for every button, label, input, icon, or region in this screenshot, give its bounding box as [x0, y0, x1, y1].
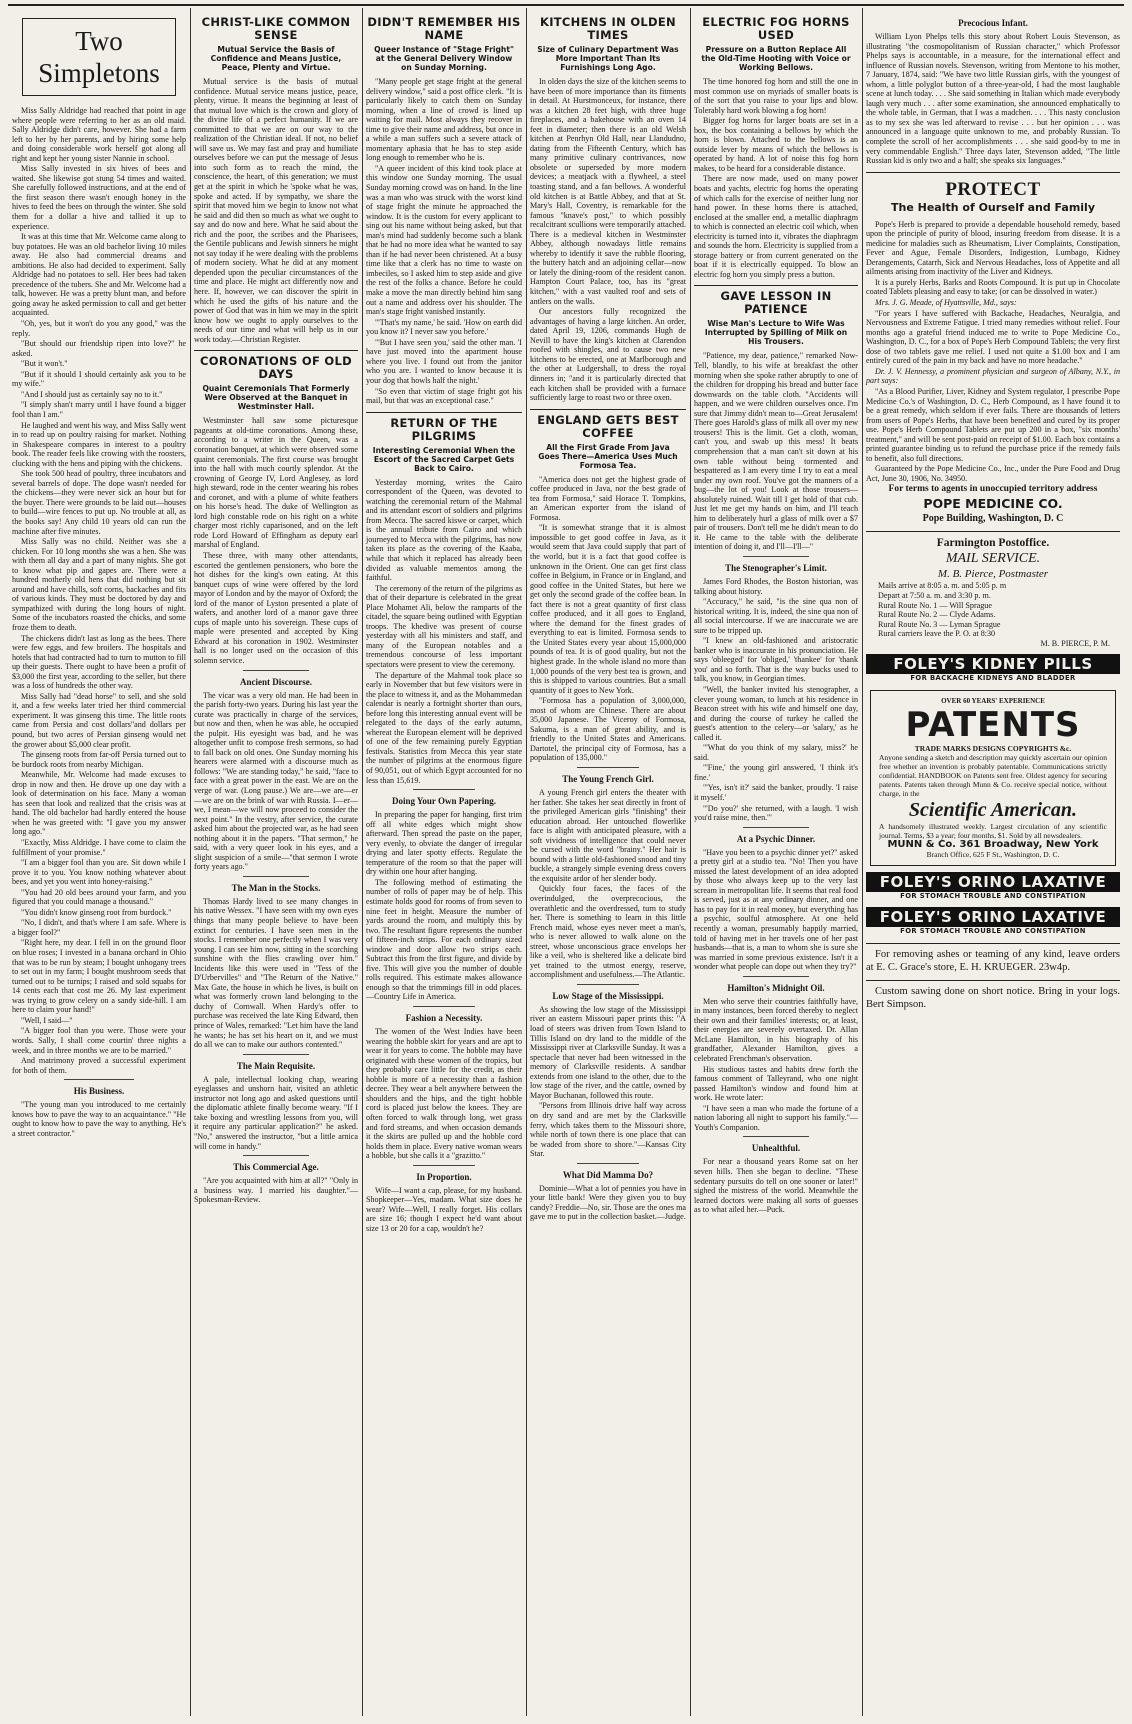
- divider: [743, 827, 809, 828]
- paragraph: Pope's Herb is prepared to provide a dependable household remedy, based upon the principle of purity of blood, insuring freedom from disease. It is a medicine for maladies such as Rheumatism, Liver Complaints, Constipation, Fever and Ague, Female Disorders, Indigestion, Lumbago, Kidney Derangements, Catarrh, Sick and Nervous Headaches, loss of Appetite and all ailments arising from inactivity of the Liver and Kidneys.: [866, 219, 1120, 277]
- paragraph: "But if it should I should certainly ask you to be my wife.": [12, 369, 186, 389]
- foley-kidney-ad: FOLEY'S KIDNEY PILLS: [866, 654, 1120, 674]
- article-heading: The Man in the Stocks.: [231, 882, 321, 893]
- story-title: Two Simpletons: [38, 26, 160, 88]
- article-heading: In Proportion.: [416, 1171, 472, 1182]
- divider: [194, 350, 358, 351]
- postmaster: M. B. Pierce, Postmaster: [937, 568, 1049, 581]
- agents-note: For terms to agents in unoccupied territory address: [888, 484, 1098, 495]
- postoffice-title: Farmington Postoffice.: [936, 537, 1050, 550]
- article-subhead: Interesting Ceremonial When the Escort of the Sacred Carpet Gets Back to Cairo.: [372, 445, 516, 473]
- article-heading: The Young French Girl.: [562, 774, 654, 784]
- munn-address: MUNN & Co. 361 Broadway, New York: [887, 839, 1099, 851]
- paragraph: "'That's my name,' he said. 'How on earth did you know it? I never saw you before.': [366, 317, 522, 337]
- mail-line: Depart at 7:50 a. m. and 3:30 p. m.: [878, 590, 991, 600]
- testimonial: "For years I have suffered with Backache, Headaches, Neuralgia, and Nervousness and Extreme Fatigue. I tried many remedies without relief. Four months ago a grateful friend induced me to write to Pope Medicine Co., Washington, D. C., for a box of Pope's Herb Compound Tablets; the very first dose of two tablets gave me relief. I used not quite a $1.00 box and I am entirely cured of the pain in my back and have no more headache.": [866, 308, 1120, 366]
- paragraph: "I knew an old-fashioned and aristocratic banker who is inaccurate in his pronunciation. He says 'obleeged' for 'obliged,' 'thankee' for 'thank you' and so forth. That is the way bucks used to talk, you know, in Georgian times.: [694, 636, 858, 684]
- divider: [243, 670, 309, 671]
- divider: [743, 976, 809, 977]
- paragraph: In preparing the paper for hanging, first trim off all white edges which might show afterward. Then spread the paste on the paper, very evenly, to obviate the danger of irregular drying and later spotty effects. Regulate the temperature of the room so that the paper will dry within one hour after hanging.: [366, 810, 522, 877]
- article-heading: Fashion a Necessity.: [405, 1013, 483, 1024]
- patents-ad: [870, 690, 1116, 866]
- top-rule: [8, 4, 1124, 6]
- paragraph: These three, with many other attendants, escorted the gentlemen pensioners, who bore the hot dishes for the king's own eating. At this banquet cups of wine were offered by the lord mayor of London and by the mayor of Oxford; the lord of the manor of Lyston presented a plate of wafers, and another lord of a manor gave three cups of maple unto his sovereign. These cups of maple were presented and accepted by King Edward at his coronation in 1902. Westminster hall is no longer used on the occasion of this solemn service.: [194, 550, 358, 665]
- paragraph: "No, I didn't, and that's where I am safe. Where is a bigger fool?": [12, 918, 186, 937]
- paragraph: Bigger fog horns for larger boats are set in a box, the box containing a bellows by which the horn is blown. Attached to the bellows is an outside lever by means of which the bellows is operated by hand. A lot of noise this fog horn makes, to be heard for a considerable distance.: [694, 116, 858, 173]
- paragraph: In olden days the size of the kitchen seems to have been of more importance than its fitments in detail. At Hurstmonceux, for instance, there was a kitchen 28 feet high, with three huge fireplaces, and a bakehouse with an oven 14 feet in diameter; then there is an old Welsh kitchen at Penrhyn Old Hall, near Llandudno, dating from the Fifteenth Century, which has many primitive culinary contrivances, now obsolete or superseded by more modern devices; a meatjack with a flywheel, a steel toasting stand, and a fan bellows. A wonderful old kitchen is at Battle Abbey, and that at St. Mary's Hall, Coventry, is remarkable for the famous "knave's post," to which possibly recalcitrant scullions were temporarily attached. There is a medieval kitchen in Westminster Abbey, although nowadays little remains whereby to identify it save the rubble flooring, the buttery hatch and an adjoining cellar—now or lately the dining-room of the resident canon. Hampton Court Palace, too, has its "great kitchen," with a vast vaulted roof and sets of antlers on the walls.: [530, 77, 686, 306]
- paragraph: "Accuracy," he said, "is the sine qua non of historical writing. It is, indeed, the sine qua non of all social intercourse. If we are inaccurate we are sure to be tripped up.: [694, 597, 858, 635]
- mail-service-heading: MAIL SERVICE.: [945, 551, 1041, 567]
- article-heading: His Business.: [73, 1086, 125, 1097]
- column-3: [362, 12, 526, 1716]
- divider: [866, 172, 1120, 173]
- divider: [743, 1136, 809, 1137]
- ad-headline: PROTECT: [945, 178, 1041, 200]
- patents-headline: PATENTS: [905, 705, 1081, 746]
- article-heading: Precocious Infant.: [958, 18, 1028, 28]
- paragraph: As showing the low stage of the Mississippi river an eastern Missouri paper prints this: "A load of steers was driven from Town Island to Tillis Island on dry land to the middle of the Mississippi river at Clarksville Sunday. It was a spectacle that never had been witnessed in the memory of Clarksville residents. A sandbar extends from one island to the other, due to the low stage of the river, and the cattle, owned by Mayor Buchanan, followed this route.: [530, 1004, 686, 1100]
- ad-subhead: The Health of Ourself and Family: [891, 200, 1095, 214]
- paragraph: William Lyon Phelps tells this story about Robert Louis Stevenson, as illustrating "the cosmopolitanism of Russian character," which Professor Phelps says is accountable, in a measure, for the international effect and influence of Russian novels. Stevenson, writing from Mentone to his mother, 7 January, 1874, said: "We have two little Russian girls, with the youngest of whom, a little polyglot button of a three-year-old, I had the most laughable scene at lunch today. . . . She said something in Italian which made everybody laugh very much . . . after some examination, she announced emphatically to the whole table, in German, that I was a madchen. . . . This nasty conclusion as to my sex she was led afterward to revise . . . but her opinion . . . was announced in a language quite unknown to me, and probably Russian. To complete the scroll of her accomplishments . . . she said good-by to me in very commendable English." Three days later, Stevenson added, "The little Russian kid is only two and a half; she speaks six languages.": [866, 32, 1120, 166]
- mail-line: Rural Route No. 2 — Clyde Adams.: [878, 610, 996, 620]
- paragraph: Wife—I want a cap, please, for my husband. Shopkeeper—Yes, madam. What size does he wear? Wife—Well, I really forget. His collars are size 16; though I expect he'd want about size 13 or 20 for a cap, wouldn't he?: [366, 1185, 522, 1233]
- paragraph: "'Yes, isn't it?' said the banker, proudly. 'I raise it myself.': [694, 783, 858, 802]
- paragraph: "Patience, my dear, patience," remarked Now-Tell, blandly, to his wife at breakfast the other morning when she spoke rather abruptly to one of the children for dropping his bread and butter face downwards on the table cloth. "Accidents will happen, and we were children ourselves once. I'm sure that Jimmy didn't mean to—Great Jerusalem! There goes Harold's glass of milk all over my new trousers! This is the limit. Get a cloth, woman, can't you, and swab up this mess! It beats comprehension that a man can't sit down at his own table without being tormented and bespattered as I am every time I try to eat a meal under my own roof. You've got the manners of a bug—the lot of you! Look at those trousers—absolutely ruined. Wait till I get hold of that cub. Just let me get my hands on him, and I'll teach him to deliberately hurl a glass of milk over a $7 pair of trousers. Don't tell me he didn't mean to do it. He came to the table with the deliberate intention of doing it, and I'll—I'll—": [694, 351, 858, 552]
- paragraph: Westminster hall saw some picturesque pageants at old-time coronations. Among these, according to a writer in the Queen, was a coronation banquet, at which were observed some quaint ceremonials. The first course was brought into the hall with much courtly splendor. At the crowning of George IV, Lord Anglesey, as lord high steward, rode in the center wearing his robes and coronet, and with a plume of white feathers on his horse's head. The duke of Wellington as lord high constable rode on his right on a white charger most richly caparisoned, and on the left rode Lord Howard of Effingham as deputy earl marshal of England.: [194, 416, 358, 550]
- paragraph: "And I should just as certainly say no to it.": [21, 389, 163, 399]
- paragraph: Yesterday morning, writes the Cairo correspondent of the Queen, was devoted to watching the ceremonial return of the Mahmal and its attendant escort of soldiers and pilgrims from Mecca. The sacred kiswe or carpet, which is the annual tribute from Cairo and which journeyed to Mecca with the pilgrims, has now taken its place as the covering of the Kaaba, while that which it replaced has already been divided as valuable mementos among the faithful.: [366, 477, 522, 583]
- article-heading: At a Psychic Dinner.: [736, 833, 816, 844]
- paragraph: Quickly four faces, the faces of the overindulged, the overprecocious, the overathletic and the overdressed, turn to study her. There is something to learn in this little French maid, whose eyes never meet a man's, who is never allowed to walk alone on the street, whose unconscious grace envelops her like a veil, who is sheltered like a delicate bird yet trained to the utmost energy, reserve, accomplishment and usefulness.—The Atlantic.: [530, 884, 686, 980]
- article-subhead: Pressure on a Button Replace All the Old-Time Hooting with Voice or Working Bellows.: [701, 45, 851, 72]
- article-subhead: Quaint Ceremonials That Formerly Were Observed at the Banquet in Westminster Hall.: [202, 384, 350, 412]
- paragraph: "'Fine,' the young girl answered, 'I think it's fine.': [694, 763, 858, 782]
- paragraph: "A queer incident of this kind took place at this window one Sunday morning. The usual Sunday morning crowd was on hand. In the line was a man who was struck with the worst kind of stage fright the minute he approached the window. It is the custom for every applicant to sing out his name without being asked, but that man's mind had suddenly become such a blank that he had no more idea what he wanted to say than if he had never been christened. At a busy time like that a clerk has no time to waste on imbeciles, so I asked him to step aside and give the rest of the folks a chance. Before he could make a move the man directly behind him sang out a name and address over his shoulder. The man's stage fright vanished instantly.: [366, 163, 522, 317]
- paragraph: Miss Sally Aldridge had reached that point in age where people were referring to her as an old maid. Sally Aldridge didn't care, however. She had a farm left to her by her parents, and by hiring some help and doing considerable work herself got along all right and kept her young sister Nannie in school.: [12, 106, 186, 163]
- munn-branch: Branch Office, 625 F St., Washington, D. C.: [926, 849, 1060, 859]
- paragraph: Men who serve their countries faithfully have, in many instances, been forced thereby to neglect their own and their families' interests; or, at least, their energies are severely overtaxed. Dr. Allan McLane Hamilton, in his biography of his grandfather, Alexander Hamilton, gives a celebrated Frenchman's observation.: [694, 996, 858, 1064]
- classified-ad: For removing ashes or teaming of any kind, leave orders at E. C. Grace's store, E. H. KRUEGER. 23w4p.: [866, 948, 1120, 973]
- column-6: [862, 12, 1124, 1716]
- patents-text: Anyone sending a sketch and description may quickly ascertain our opinion free whether an invention is probably patentable. Communications strictly confidential. HANDBOOK on Patents sent free. Oldest agency for securing patents. Patents taken through Munn & Co. receive special notice, without charge, in the: [879, 753, 1107, 799]
- mail-line: Mails arrive at 8:05 a. m. and 5:05 p. m: [878, 581, 1007, 591]
- article-subhead: Wise Man's Lecture to Wife Was Interrupted by Spilling of Milk on His Trousers.: [704, 319, 848, 347]
- article-heading: Low Stage of the Mississippi.: [552, 990, 664, 1001]
- article-subhead: Size of Culinary Department Was More Important Than Its Furnishings Long Ago.: [537, 45, 679, 72]
- divider: [243, 876, 309, 877]
- paragraph: Dominie—What a lot of pennies you have in your little bank! Were they given you to buy candy? Freddie—No, sir. Those are the ones ma gave me to put in the collection basket.—Judge.: [530, 1183, 686, 1222]
- divider: [577, 767, 639, 768]
- article-heading: This Commercial Age.: [233, 1162, 319, 1173]
- paragraph: Miss Sally invested in six hives of bees and waited. She likewise got stung 54 times and waited. She carefully followed instructions, and at the end of the first season there wasn't enough honey in the hives to feed the bees on through the winter. She sold them for a dollar a hive and tallied it up to experience.: [12, 164, 186, 231]
- mail-line: M. B. PIERCE, P. M.: [1040, 638, 1110, 648]
- story-title-box: [22, 18, 176, 96]
- column-5: [690, 12, 862, 1716]
- paragraph: Our ancestors fully recognized the advantages of having a large kitchen. An order, dated April 19, 1206, commands Hugh de Nevill to have the king's kitchen at Clarendon roofed with shingles, and to cause two new kitchens to be erected, one at Marlborough and the other at Ludgershall, to dress the royal dinners in; "and it is particularly directed that each kitchen shall be provided with a furnace sufficiently large to roast two or three oxen.: [530, 307, 686, 403]
- article-headline: ENGLAND GETS BEST COFFEE: [537, 412, 679, 440]
- paragraph: "I am a bigger fool than you are. Sit down while I prove it to you. You know nothing whatever about bees, and yet you went into honey-raising.": [12, 858, 186, 887]
- divider: [413, 789, 475, 790]
- foley-orino-sub: FOR STOMACH TROUBLE AND CONSTIPATION: [900, 891, 1086, 900]
- paragraph: James Ford Rhodes, the Boston historian, was talking about history.: [694, 576, 858, 596]
- mail-schedule: [866, 581, 1120, 648]
- paragraph: "I simply shan't marry until I have found a bigger fool than I am.": [12, 400, 186, 419]
- column-1: [8, 12, 190, 1716]
- divider: [413, 1165, 475, 1166]
- paragraph: "You had 20 old bees around your farm, and you figured that you could manage a thousand.": [12, 887, 186, 907]
- paragraph: "Formosa has a population of 3,000,000, most of whom are Chinese. There are about 35,000 Japanese. The Viceroy of Formosa, Sakuma, is a man of great ability, and is friendly to the United States and Americans. Dartotel, the principal city of Formosa, has a population of 135,000.": [530, 696, 686, 763]
- divider: [530, 409, 686, 410]
- paragraph: "Well, the banker invited his stenographer, a clever young woman, to lunch at his residence in Beacon street with his wife and himself one day, and during the course of turkey he called the guest's attention to the celery—or 'salary,' as he called it.: [694, 684, 858, 742]
- article-subhead: Mutual Service the Basis of Confidence and Means Justice, Peace, Plenty and Virtue.: [210, 45, 342, 72]
- paragraph: There are now made, used on many power boats and yachts, electric fog horns the operating of which calls for the exercise of neither lung nor hand power. In these horns there is attached, enclosed at the smaller end, a metallic diaphragm to which is connected an electric coil which, when electricity is turned into it, vibrates the diaphragm and sounds the horn. Electricity is supplied from a storage battery or from current generated on the boat if it is electrically equipped. To blow an electric fog horn you simply press a button.: [694, 174, 858, 279]
- article-headline: CHRIST-LIKE COMMON SENSE: [201, 15, 351, 42]
- paragraph: "But should our friendship ripen into love?" he asked.: [12, 339, 186, 358]
- divider: [866, 531, 1120, 532]
- classified-ad: Custom sawing done on short notice. Bring in your logs. Bert Simpson.: [866, 985, 1120, 1010]
- paragraph: Thomas Hardy lived to see many changes in his native Wessex. "I have seen with my own eyes things that many people believe to have been extinct for centuries. I have seen men in the stocks. I remember one perfectly when I was very young. I can see him now, sitting in the scorching sunshine with the flies crawling over him." Incidents like this were used in "Tess of the D'Urbervilles" and "The Return of the Native." Max Gate, the house in which he lives, is built on what was formerly crown land belonging to the duchy of Cornwall. When Hardy's offer to purchase was received the late King Edward, then prince of Wales, remarked: "Let him have the land he wants; he has set his heart on it, and we must do all we can to make our authors contented.": [194, 896, 358, 1050]
- paragraph: "Many people get stage fright at the general delivery window," said a post office clerk. "It is particularly likely to catch them on Sunday morning, when a line of crowd is lined up waiting for mail. Most always they recover in time to give their name and address, but once in a while a man suffers such a severe attack of momentary aphasia that he has to step aside long enough to remember who he is.: [366, 77, 522, 163]
- paragraph: Mutual service is the basis of mutual confidence. Mutual service means justice, peace, plenty, virtue. It means the beginning at least of that mutual love which is the crown and glory of the divine life of a perfect humanity. If we are committed to that we are on our way to the realization of the Christian ideal. If not, no belief will save us. We may fast and pray and humiliate ourselves before we can put the message of Jesus into such form as to reach the mind, the conscience, the heart, of this generation; we must get at the spirit in which he 'spoke what he was, spoke and acted. If by sympathy, we share the spirit that moved him we begin to know not what he said and did then so much as what we ought to say and do now and here. What he said about the rich and the poor, the scribes and the Pharisees, the Gentile publicans and Jewish sinners he might not say today if he were dealing with the problems of modern society. What he did at any moment depended upon the peculiar circumstances of the time and place. He might act differently now and here. If, however, we can discover the spirit in which he used the gifts of his nature and the power of God that was in him we may in the spirit know how we ought to apply ourselves to the needs of our time and what will help us in our work today.—Christian Register.: [194, 77, 358, 344]
- column-4: [526, 12, 690, 1716]
- article-headline: ELECTRIC FOG HORNS USED: [702, 15, 850, 42]
- patents-experience: OVER 60 YEARS' EXPERIENCE: [941, 696, 1045, 705]
- paragraph: It was at this time that Mr. Welcome came along to buy potatoes. He was an old bachelor living 10 miles away. He also had commercial dreams and ambitions. He also had decided to experiment. Sally Aldridge had no potatoes to sell. Her bees had taken precedence of the tubers. She and Mr. Welcome had a talk, however. He was a pretty blunt man, and before going away he asked permission to call and get better acquainted.: [12, 232, 186, 318]
- divider: [413, 1006, 475, 1007]
- paragraph: "Right here, my dear. I fell in on the ground floor on blue roses; I invested in a banana orchard in Ohio that was to be run by steam; I bought unhogany trees to set out in my farm; I bought mushroom seeds that turned out to be turnips; I raised and sold squabs for 14 cents each that cost me 26. My last experiment was trying to grow celery on a sandy side-hill. I am here to claim your hand!": [12, 938, 186, 1015]
- paragraph: The chickens didn't last as long as the bees. There were few eggs, and few broilers. The hospitals and hotels that had contracted had to turn to mutton to fill up their guests. There ought to have been a profit of $3,000 the first year, according to the seller, but there was a loss of hundreds the other way.: [12, 633, 186, 691]
- divider: [243, 1155, 309, 1156]
- paragraph: "The young man you introduced to me certainly knows how to pave the way to an acquaintance." "He ought to know how to pave the way to anything. He's a street contractor.": [12, 1100, 186, 1138]
- divider: [866, 980, 1120, 981]
- paragraph: A pale, intellectual looking chap, wearing eyeglasses and unshorn hair, visited an athletic instructor not long ago and asked questions until the diplomatic athlete finally become weary. "If I take boxing and wrestling lessons from you, will it require any particular application?" he asked. "No," answered the instructor, "but a little arnica will come in handy.": [194, 1074, 358, 1151]
- sci-text: A handsomely illustrated weekly. Largest circulation of any scientific journal. Terms, $3 a year; four months, $1. Sold by all newsdealers.: [879, 822, 1107, 841]
- paragraph: The departure of the Mahmal took place so early in November that but few visitors were in the place to witness it, and as the Mohammedan calendar is nearly a fortnight shorter than ours, before long this interesting annual event will be relegated to the days of the early autumn, whereat the European element will be deprived of one of the few remaining purely Egyptian festivals. Statistics from Mecca this year state the number of pilgrims at the enormous figure of 90,051, out of which Egypt accounted for no less than 15,619.: [366, 670, 522, 785]
- paragraph: "Exactly, Miss Aldridge. I have come to claim the fulfillment of your promise.": [12, 838, 186, 857]
- foley-orino-sub: FOR STOMACH TROUBLE AND CONSTIPATION: [900, 927, 1086, 936]
- paragraph: The time honored fog horn and still the one in most common use on myriads of smaller boats is of the sort that you raise to your lips and blow. Tolerably hard work blowing a fog horn!: [694, 77, 858, 115]
- paragraph: The ceremony of the return of the pilgrims as that of their departure is celebrated in the great Place Mohamet Ali, below the ramparts of the citadel, the square being outlined with Egyptian troops. The khedive was present of course yesterday with all his ministers and staff, and many of the European notables and a tremendous concourse of less important spectators were present to view the ceremony.: [366, 583, 522, 669]
- paragraph: His studious tastes and habits drew forth the famous comment of Talleyrand, who one night passed Hamilton's window and found him at work. He wrote later:: [694, 1064, 858, 1103]
- article-heading: The Main Requisite.: [236, 1060, 316, 1071]
- paragraph: "Oh, yes, but it won't do you any good," was the reply.: [12, 319, 186, 338]
- paragraph: Miss Sally was no child. Neither was she a chicken. For 10 long months she was a hen. She was with them all day and a part of many nights. She got to know what pip and gapes are. There were a hundred motherly old hens that did nothing but sit around and have chills, soft corns, backaches and fits of various kinds. They must be doctored by day and sympathized with during the long hours of night. Some of the incubators roasted the chicks, and some froze them to death.: [12, 537, 186, 632]
- article-headline: GAVE LESSON IN PATIENCE: [720, 289, 832, 317]
- article-subhead: All the First Grade From Java Goes There—America Uses Much Formosa Tea.: [538, 442, 678, 470]
- story-body: [12, 106, 186, 1075]
- paragraph: "You didn't know ginseng root from burdock.": [21, 907, 172, 917]
- paragraph: It is a purely Herbs, Barks and Roots Compound. It is put up in Chocolate coated Tablets pleasing and easy to take; (or can be dissolved in water.): [866, 277, 1120, 297]
- paragraph: The women of the West Indies have been wearing the hobble skirt for years and are apt to wear it for years to come. The hobble may have originated with these women of the tropics, but they probably care little for the credit, as their hobble is more of a necessity than a fashion decree. They wear a belt anywhere between the shoulders and the hips, and the tight hobble cord is placed just below the knees. They are often forced to walk through long, wet grass and ford streams, and when occasion demands it the skirts are pulled up and the hobble cord holds them in place. Every native woman wears a hobble, but she calls it a "grazitto.": [366, 1027, 522, 1161]
- guarantee: Guaranteed by the Pope Medicine Co., Inc., under the Pure Food and Drug Act, June 30, 1906, No. 34950.: [866, 464, 1120, 483]
- divider: [243, 1054, 309, 1055]
- paragraph: The following method of estimating the number of rolls of paper may be of help. This estimate holds good for rooms of from seven to nine feet in height. Measure the number of yards around the room, and multiply this by two. The resultant figure represents the number of fifteen-inch strips. For each ordinary sized window and door allow two strips each. Subtract this from the first figure, and divide by five. This will give you the number of double rolls required. This estimate makes allowance enough so that the trimmings fill in odd places.—Country Life in America.: [366, 877, 522, 1002]
- paragraph: "America does not get the highest grade of coffee produced in Java, nor the best grade of tea from Formosa," said Horace T. Tompkins, an American exporter from the island of Formosa.: [530, 474, 686, 522]
- postoffice-notice: [866, 536, 1120, 648]
- paragraph: "Are you acquainted with him at all?" "Only in a business way. I married his daughter."—Spokesman-Review.: [194, 1176, 358, 1205]
- mail-line: Rural carriers leave the P. O. at 8:30: [878, 629, 996, 639]
- divider: [743, 556, 809, 557]
- paragraph: "Persons from Illinois drive half way across on dry sand and are met by the Clarksville ferry, which takes them to the Missouri shore, while north of town there is one place that can be waded from shore to shore."—Kansas City Star.: [530, 1101, 686, 1159]
- paragraph: "'What do you think of my salary, miss?' he said.: [694, 743, 858, 762]
- newspaper-page: [8, 4, 1124, 1720]
- paragraph: "It is somewhat strange that it is almost impossible to get good coffee in Java, as it would seem that Java could supply that part of the world, but it is a fact that good coffee is unknown in the Orient. One can get first class coffee in Belgium, in France or in England, and good coffee in the United States, but here we get only the second grade of the coffee bean. In fact there is not a great quantity of first class coffee produced, and it all goes to England, where the demand for the finest grades of everything to eat is limited. Formosa sends to the United States every year about 15,000,000 pounds of tea. It is of good quality, but not the highest grade. In the whole island no more than 1,000 pounds of the very best tea is grown, and this is shipped to various countries. But a small quantity of it goes to New York.: [530, 523, 686, 695]
- paragraph: "'But I have seen you,' said the other man. 'I have just moved into the apartment house where you live. I found out from the janitor who you are. I wanted to know because it is your dog that howls half the night.': [366, 337, 522, 385]
- article-headline: CORONATIONS OF OLD DAYS: [200, 354, 352, 382]
- divider: [694, 285, 858, 286]
- paragraph: She took 500 head of poultry, three incubators and several barrels of dope. The dope wasn't needed for the chickens—they were never sick an hour but for the buyer. There were grounds to be laid out—houses to build—wire fences to put up. No trouble at all, as the books say! Any child 10 years old can run the machine after five minutes.: [12, 469, 186, 536]
- scientific-american: Scientific American.: [908, 799, 1078, 822]
- divider: [64, 1079, 134, 1080]
- divider: [577, 1163, 639, 1164]
- foley-orino-ad: FOLEY'S ORINO LAXATIVE: [866, 872, 1120, 892]
- testimonial-name: Dr. J. V. Hennessy, a prominent physician and surgeon of Albany, N.Y., in part says:: [866, 366, 1120, 386]
- pope-address: Pope Building, Washington, D. C: [922, 513, 1064, 525]
- mail-line: Rural Route No. 3 — Lyman Sprague: [878, 619, 1001, 629]
- paragraph: Meanwhile, Mr. Welcome had made excuses to drop in now and then. He drove up one day with a look of determination on his face. Many a woman has seen that look and realized that the crisis was at hand. The old bachelor had hardly entered the house when he was greeted with: "I gave you my answer long ago.": [12, 770, 186, 837]
- patents-marks: TRADE MARKS DESIGNS COPYRIGHTS &c.: [914, 744, 1072, 754]
- foley-kidney-sub: FOR BACKACHE KIDNEYS AND BLADDER: [910, 674, 1076, 683]
- article-heading: Ancient Discourse.: [240, 676, 312, 687]
- testimonial-name: Mrs. J. G. Meade, of Hyattsville, Md., says:: [875, 298, 1017, 308]
- paragraph: "A bigger fool than you were. Those were your words. Sally, I shall come courtin' three nights a week, and in three months we are to be married.": [12, 1026, 186, 1055]
- pope-company: POPE MEDICINE CO.: [923, 496, 1063, 512]
- article-heading: What Did Mamma Do?: [562, 1169, 654, 1180]
- foley-orino-ad: FOLEY'S ORINO LAXATIVE: [866, 907, 1120, 927]
- paragraph: The ginseng roots from far-off Persia turned out to be burdock roots from nearby Michigan.: [12, 750, 186, 769]
- paragraph: "Well, I said—": [21, 1015, 73, 1025]
- article-subhead: Queer Instance of "Stage Fright" at the General Delivery Window on Sunday Morning.: [374, 45, 514, 72]
- article-headline: KITCHENS IN OLDEN TIMES: [539, 15, 676, 42]
- paragraph: "I have seen a man who made the fortune of a nation laboring all night to support his family."—Youth's Companion.: [694, 1103, 858, 1132]
- testimonial: "As a Blood Purifier, Liver, Kidney and System regulator, I prescribe Pope Medicine Co.'s of Washington, D. C., Herb Compound, as I have found it to be a great remedy, which seldom if ever fails. There are thousands of letters from users of Pope's Herbs, that have been benefited and cured by its proper use. Pope's Herb Compound Tablets are put up 200 in a box, "six months' treatment," and will be sent post-paid on receipt of $1.00. Each box contains a printed guarantee binding us to refund the purchase price if the remedy fails to benefit, also full directions.: [866, 386, 1120, 463]
- article-heading: The Stenographer's Limit.: [725, 562, 827, 573]
- paragraph: A young French girl enters the theater with her father. She takes her seat directly in front of the privileged American girls "finishing" their education abroad. Her untouched flowerlike face is alight with anticipated pleasure, with a soft vividness of intelligence that could never be cursed with the word "brainy." Her hair is bound with a little old-fashioned snood and tiny buckle, a strangely simple evening dress covers the exquisite ardor of her slender body.: [530, 788, 686, 883]
- divider: [577, 984, 639, 985]
- article-heading: Hamilton's Midnight Oil.: [727, 982, 825, 993]
- paragraph: He laughed and went his way, and Miss Sally went in to read up on poultry raising for market. Nothing in Shakespeare compares in interest to a poultry book. The reader feels like crowing with the roosters, clucking with the hens and piping with the chickens.: [12, 420, 186, 468]
- article-heading: Doing Your Own Papering.: [391, 796, 496, 807]
- paragraph: The vicar was a very old man. He had been in the parish forty-two years. During his last year the curate was practically in charge of the services, but now and then, when he was able, he occupied the pulpit. His eyesight was bad, and he was altogether unfit to compose fresh sermons, so had to fall back on old ones. One Sunday morning his hearers were alarmed with a discourse much as follows: "We are standing today," he said, "face to face with a great power in the east. We are on the verge of war. (Long pause.) We are—we are—er—we are on the brink of war with Russia. I—er—we, I mean—we will now proceed to consider the next point." In the vestry, after service, the curate asked him about the projected war, as he had seen nothing about it in the papers. "That sermon," he said, with a very queer look in his eyes, and a slight suspicion of a smile—"that sermon I wrote forty years ago.": [194, 690, 358, 872]
- paragraph: For near a thousand years Rome sat on her seven hills. Then she began to decline. "These sedentary pursuits do tell on one sooner or later!" sighed the mistress of the world. Meanwhile the learned doctors were making all sorts of guesses as to what ailed her.—Puck.: [694, 1157, 858, 1215]
- paragraph: Miss Sally had "dead horse" to sell, and she sold it, and a few weeks later tried her third commercial experiment. It was ginseng this time. The little roots came from Persia and cost dollars"and dollars per pound, but two acres of Persian ginseng would net the grower about $5,000 clear profit.: [12, 691, 186, 749]
- paragraph: "'Do you?' she returned, with a laugh. 'I wish you'd raise mine, then.'": [694, 803, 858, 823]
- paragraph: "Have you been to a psychic dinner yet?" asked a pretty girl at a studio tea. "No! Then you have missed the latest development of an idea adopted by those who always keep up to the very last scream in metropolitan life. It seems that real food is served, just as at any ordinary dinner, and one has to pay for it in real money, but everything has a psychic, soulful atmosphere. At one held recently a woman, presumably happily married, told of having met in her travels one of her past husbands—that is, a man to whom she is sure she was married in some previous existence. Isn't it a wonder what people can dope out when they try?": [694, 847, 858, 972]
- article-headline: RETURN OF THE PILGRIMS: [390, 415, 498, 443]
- article-heading: Unhealthful.: [751, 1143, 801, 1154]
- mail-line: Rural Route No. 1 — Will Sprague: [878, 600, 992, 610]
- paragraph: "But it won't.": [21, 359, 68, 369]
- paragraph: And matrimony proved a successful experiment for both of them.: [12, 1056, 186, 1075]
- divider: [366, 412, 522, 413]
- article-headline: DIDN'T REMEMBER HIS NAME: [367, 15, 521, 42]
- pope-medicine-ad: [866, 179, 1120, 214]
- column-2: [190, 12, 362, 1716]
- paragraph: "So even that victim of stage fright got his mail, but that was an exceptional case.": [366, 386, 522, 406]
- divider: [866, 943, 1120, 944]
